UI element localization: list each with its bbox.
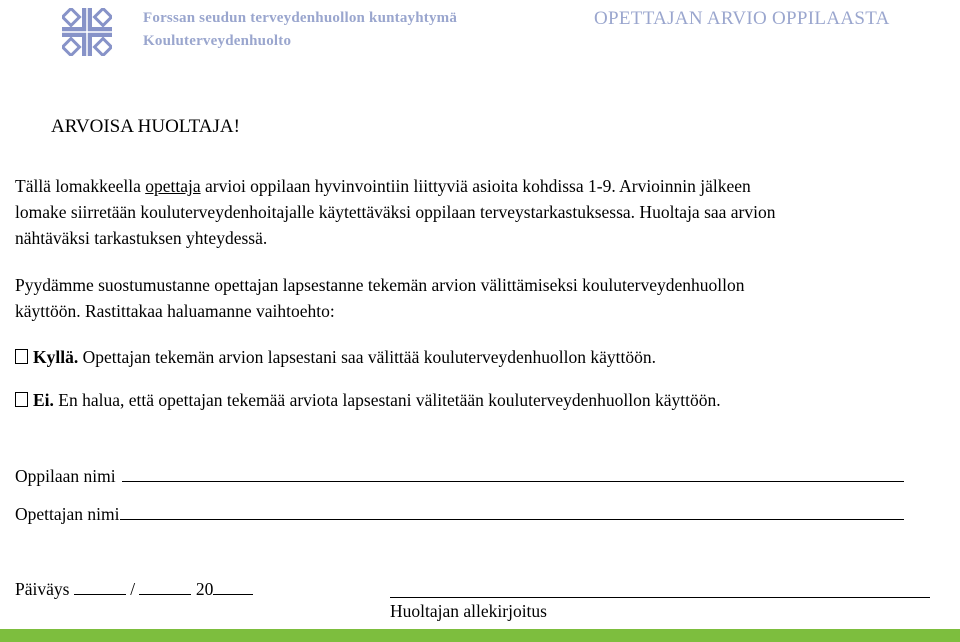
signature-field[interactable] <box>390 597 930 598</box>
intro-line-1-end: arvioi oppilaan hyvinvointiin liittyviä asioita kohdissa 1-9. Arvioinnin jälkeen <box>200 176 751 196</box>
teacher-name-field[interactable] <box>120 503 904 520</box>
greeting-heading: ARVOISA HUOLTAJA! <box>51 116 240 137</box>
yes-text: Opettajan tekemän arvion lapsestani saa välittää kouluterveydenhuollon käyttöön. <box>78 347 657 367</box>
no-label: Ei. <box>33 390 54 410</box>
date-row <box>15 578 253 600</box>
intro-line-1 <box>15 173 776 199</box>
date-month-field[interactable] <box>139 578 191 595</box>
year-prefix: 20 <box>195 579 214 599</box>
intro-line-2: lomake siirretään kouluterveydenhoitajalle käytettäväksi oppilaan terveystarkastuksessa. Huoltaja saa arvion <box>15 202 776 222</box>
option-no[interactable] <box>15 390 721 411</box>
signature-label: Huoltajan allekirjoitus <box>390 601 547 621</box>
footer-bar <box>0 629 960 642</box>
student-name-field[interactable] <box>122 465 904 482</box>
option-yes[interactable] <box>15 347 656 368</box>
date-day-field[interactable] <box>74 578 126 595</box>
date-separator: / <box>130 579 136 599</box>
intro-line-3: nähtäväksi tarkastuksen yhteydessä. <box>15 228 268 248</box>
no-text: En halua, että opettajan tekemää arviota lapsestani välitetään kouluterveydenhuollon käyttöön. <box>53 390 721 410</box>
consent-line-1: Pyydämme suostumustanne opettajan lapsestanne tekemän arvion välittämiseksi kouluterveydenhuollon <box>15 275 745 295</box>
student-name-label: Oppilaan nimi <box>15 466 116 486</box>
department-name: Kouluterveydenhuolto <box>143 33 292 49</box>
intro-line-1-start: Tällä lomakkeella <box>15 176 146 196</box>
consent-line-2: käyttöön. Rastittakaa haluamanne vaihtoehto: <box>15 301 335 321</box>
teacher-name-row <box>15 503 904 525</box>
intro-paragraph <box>15 173 776 251</box>
form-title: OPETTAJAN ARVIO OPPILAASTA <box>594 8 890 29</box>
no-checkbox[interactable] <box>15 392 28 407</box>
date-year-field[interactable] <box>213 578 253 595</box>
date-label: Päiväys <box>15 579 70 599</box>
teacher-name-label: Opettajan nimi <box>15 504 120 524</box>
organization-logo-icon <box>62 8 112 56</box>
consent-paragraph <box>15 272 745 324</box>
organization-name: Forssan seudun terveydenhuollon kuntayhtymä <box>143 10 458 26</box>
yes-label: Kyllä. <box>33 347 79 367</box>
underlined-teacher-word: opettaja <box>145 176 201 196</box>
yes-checkbox[interactable] <box>15 349 28 364</box>
student-name-row <box>15 465 904 487</box>
